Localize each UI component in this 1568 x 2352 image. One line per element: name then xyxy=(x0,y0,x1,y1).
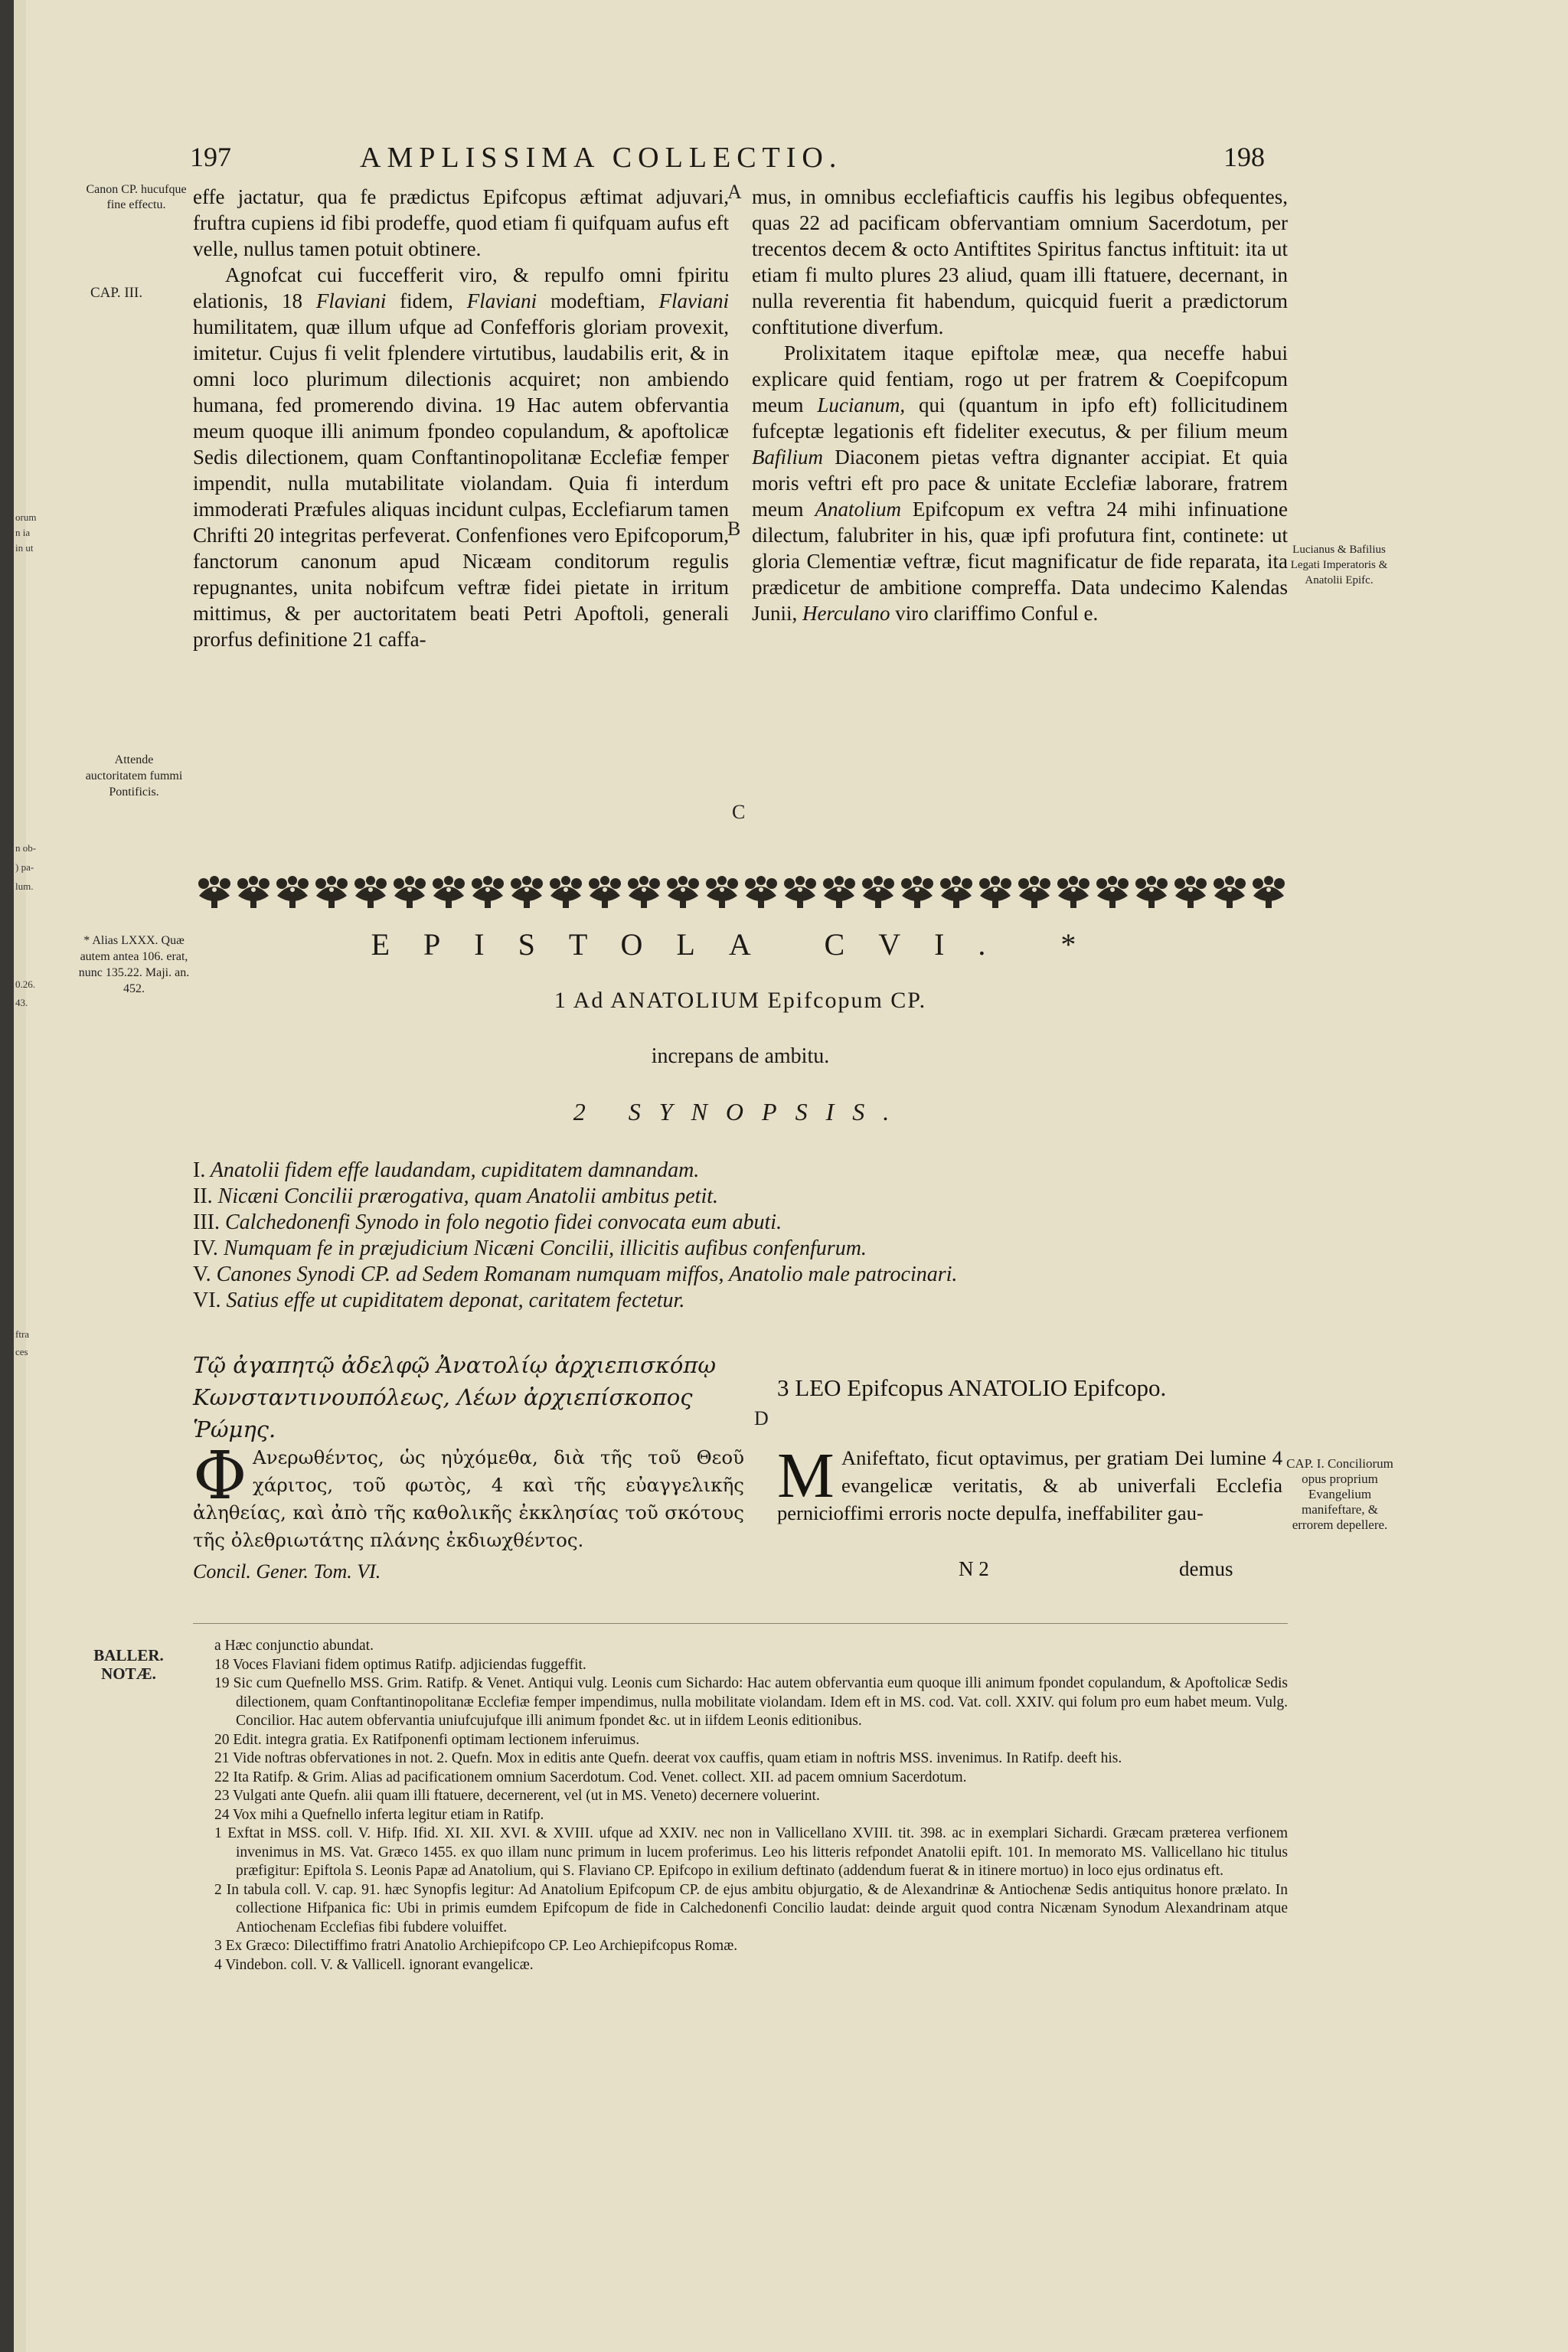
facing-fragment: ces xyxy=(15,1346,28,1357)
fleuron-ornament xyxy=(1057,876,1089,908)
greek-title xyxy=(193,1349,775,1446)
fleuron-ornament xyxy=(1214,876,1246,908)
note: 18 Voces Flaviani fidem optimus Ratifp. adjiciendas fuggeffit. xyxy=(214,1656,586,1673)
facing-fragment: 43. xyxy=(15,997,28,1008)
synopsis-item: IV. Numquam fe in præjudicium Nicæni Concilii, illicitis aufibus confenfurum. xyxy=(193,1236,867,1260)
synopsis-item: III. Calchedonenfi Synodo in folo negotio fidei convocata eum abuti. xyxy=(193,1210,782,1234)
right-para-2: Prolixitatem itaque epiftolæ meæ, qua neceffe habui explicare quid fentiam, rogo ut per fratrem & Coepifcopum meum Lucianum, qui (quantum in ipfo eft) follicitudinem fufceptæ legationis eft fideliter executus, & per filium meum Bafilium Diaconem pietas veftra dignanter accipiat. Et quia moris veftri eft pro pace & unitate Ecclefiæ laborare, fratrem meum Anatolium Epifcopum ex veftra 24 mihi infinuatione dilectum, falubriter in his, quæ ipfi profutura fint, continete: ut gloria Clementiæ veftræ, ficut magnificatur de fide reparata, ita prædicetur de ambitione compreffa. Data undecimo Kalendas Junii, Herculano viro clariffimo Conful e. xyxy=(752,341,1289,625)
right-para-1: mus, in omnibus ecclefiafticis cauffis his legibus obfequentes, quas 22 ad pacificam obfervantiam omnium Sacerdotum, per trecentos decem & octo Antiftites Spiritus fanctus inftituit: ita ut etiam fi multo plures 23 aliud, quam illi ftatuere, decernant, in nulla reverentia fit habendum, quicquid fuerit a prædictorum conftitutione diverfum. xyxy=(752,185,1288,338)
facing-fragment: 0.26. xyxy=(15,978,35,990)
epistola-title: EPISTOLA CVI. * xyxy=(371,927,1110,962)
note: 24 Vox mihi a Quefnello inferta legitur etiam in Ratifp. xyxy=(214,1806,544,1823)
facing-page-strip xyxy=(14,0,26,2352)
facing-fragment: n ia xyxy=(15,527,31,538)
synopsis-item: V. Canones Synodi CP. ad Sedem Romanam numquam miffos, Anatolio male patrocinari. xyxy=(193,1263,958,1286)
section-letter-a: A xyxy=(727,181,742,203)
note: 20 Edit. integra gratia. Ex Ratifponenfi optimam lectionem inferuimus. xyxy=(214,1731,640,1748)
facing-fragment: orum xyxy=(15,511,37,523)
running-title: AMPLISSIMA COLLECTIO. xyxy=(360,142,843,174)
fleuron-ornament xyxy=(394,876,426,908)
left-para-1: effe jactatur, qua fe prædictus Epifcopus æftimat adjuvari, fruftra cupiens id fibi prodeffe, quod etiam fi quifquam aufus eft velle, nullus tamen potuit obtinere. xyxy=(193,185,729,260)
margin-note-alias: * Alias LXXX. Quæ autem antea 106. erat, nunc 135.22. Maji. an. 452. xyxy=(78,934,190,995)
note: 2 In tabula coll. V. cap. 91. hæc Synopfis legitur: Ad Anatolium Epifcopum CP. de ejus ambitu objurgatio, & de Alexandrinæ & Antiochenæ Sedis antiquitus honore prælato. In collectione Hifpanica fic: Ubi in primis eumdem Epifcopum de fide in Calchedonenfi Concilio laudat: deinde arguit quod contra Nicænam Synodum Alexandrinam atque Antiochenam Ecclefias fibi fubdere voluiffet. xyxy=(214,1881,1288,1936)
binding-edge xyxy=(0,0,14,2352)
synopsis-list xyxy=(193,1158,1288,1314)
greek-title-line-2: Κωνσταντινουπόλεως, Λέων ἀρχιεπίσκοπος Ῥώμης. xyxy=(193,1384,693,1442)
greek-drop-cap: Φ xyxy=(193,1438,247,1514)
margin-note-attende: Attende auctoritatem fummi Pontificis. xyxy=(85,753,183,799)
notes-rule xyxy=(193,1623,1288,1624)
fleuron-ornament xyxy=(1174,876,1207,908)
fleuron-ornament xyxy=(589,876,621,908)
facing-fragment: lum. xyxy=(15,880,34,892)
latin-drop-cap: M xyxy=(777,1440,835,1511)
fleuron-ornament xyxy=(433,876,465,908)
section-letter-b: B xyxy=(727,518,741,540)
fleuron-ornament xyxy=(823,876,855,908)
greek-title-line-1: Τῷ ἀγαπητῷ ἀδελφῷ Ἀνατολίῳ ἀρχιεπισκόπῳ xyxy=(193,1352,717,1378)
concil-reference: Concil. Gener. Tom. VI. xyxy=(193,1560,381,1583)
synopsis-item: II. Nicæni Concilii prærogativa, quam Anatolii ambitus petit. xyxy=(193,1184,719,1208)
fleuron-ornament xyxy=(667,876,699,908)
fleuron-ornament xyxy=(315,876,348,908)
note: 22 Ita Ratifp. & Grim. Alias ad pacificationem omnium Sacerdotum. Cod. Venet. collect. XII. ad pacem omnium Sacerdotum. xyxy=(214,1769,967,1785)
fleuron-ornament xyxy=(901,876,933,908)
page-number-right: 198 xyxy=(1223,142,1265,172)
epistola-subtitle-2: increpans de ambitu. xyxy=(651,1044,830,1068)
fleuron-ornament xyxy=(1135,876,1168,908)
epistola-subtitle: 1 Ad ANATOLIUM Epifcopum CP. xyxy=(554,988,927,1013)
synopsis-item: I. Anatolii fidem effe laudandam, cupiditatem damnandam. xyxy=(193,1158,700,1182)
fleuron-ornament xyxy=(745,876,777,908)
margin-note-canon: Canon CP. hucufque fine effectu. xyxy=(86,183,187,211)
page-number-left: 197 xyxy=(190,142,231,172)
margin-note-cap1: CAP. I. Conciliorum opus proprium Evangelium manifeftare, & errorem depellere. xyxy=(1286,1456,1393,1532)
left-para-2: Agnofcat cui fuccefferit viro, & repulfo omni fpiritu elationis, 18 Flaviani fidem, Flaviani modeftiam, Flaviani humilitatem, quæ illum ufque ad Confefforis gloriam provexit, imitetur. Cujus fi velit fplendere virtutibus, laudabilis erit, & in omni loco plurimum dilectionis acquiret; non ambiendo humana, fed promerendo divina. 19 Hac autem obfervantia meum quoque illi animum fpondeo copulandum, & apoftolicæ Sedis dilectionem, quam Conftantinopolitanæ Ecclefiæ femper impendit, nulla mutabilitate violandam. Quia fi interdum immoderati Præfules aliquas incidunt culpas, Ecclefiarum tamen Chrifti 20 integritas perfeverat. Confenfiones vero Epifcoporum, fanctorum canonum apud Nicæam conditorum regulis repugnantes, unita nobifcum veftræ fidei pietate in irritum mittimus, & per auctoritatem beati Petri Apoftoli, generali prorfus definitione 21 caffa- xyxy=(193,263,730,651)
fleuron-ornament xyxy=(1018,876,1050,908)
signature-mark: N 2 xyxy=(959,1557,989,1580)
fleuron-ornament xyxy=(237,876,270,908)
greek-body: Ανερωθέντος, ὡς ηὐχόμεθα, διὰ τῆς τοῦ Θεοῦ χάριτος, τοῦ φωτὸς, 4 καὶ τῆς εὐαγγελικῆς ἀληθείας, καὶ ἀπὸ τῆς καθολικῆς ἐκκλησίας τοῦ σκότους τῆς ὀλεθριωτάτης πλάνης ἐκδιωχθέντος. xyxy=(193,1446,744,1551)
right-column xyxy=(752,184,1288,626)
section-letter-d: D xyxy=(754,1407,769,1429)
synopsis-heading: 2 SYNOPSIS. xyxy=(573,1098,908,1125)
note: 3 Ex Græco: Dilectiffimo fratri Anatolio Archiepifcopo CP. Leo Archiepifcopus Romæ. xyxy=(214,1938,738,1954)
ornament-band xyxy=(193,871,1288,911)
note: a Hæc conjunctio abundat. xyxy=(214,1638,374,1654)
catchword: demus xyxy=(1179,1557,1233,1580)
fleuron-ornament xyxy=(706,876,738,908)
margin-note-cap3: CAP. III. xyxy=(90,285,143,301)
fleuron-ornament xyxy=(354,876,387,908)
fleuron-ornament xyxy=(198,876,230,908)
latin-body: Anifeftato, ficut optavimus, per gratiam Dei lumine 4 evangelicæ veritatis, & ab univerfali Ecclefia pernicioffimi erroris nocte depulfa, ineffabiliter gau- xyxy=(777,1446,1282,1524)
fleuron-ornament xyxy=(784,876,816,908)
fleuron-ornament xyxy=(1253,876,1285,908)
baller-notae-label: BALLER. NOTÆ. xyxy=(93,1646,164,1683)
fleuron-ornament xyxy=(862,876,894,908)
note: 19 Sic cum Quefnello MSS. Grim. Ratifp. & Venet. Antiqui vulg. Leonis cum Sichardo: Hac autem obfervantia eum quoque illi animum fpondet copulandum, & Apoftolicæ Sedis dilectionem, quam Conftantinopolitanæ Ecclefiæ femper impendimus, nulla mobilitate violandam. Idem eft in MS. cod. Vat. coll. XXIV. qui folum pro eum habet meum. Vulg. Concilior. Hac autem obfervantia uniufcujufque illi animum fpondet &c. ut in iifdem Leonis editionibus. xyxy=(214,1675,1288,1729)
fleuron-ornament xyxy=(979,876,1011,908)
editor-notes xyxy=(193,1637,1288,1975)
latin-title: 3 LEO Epifcopus ANATOLIO Epifcopo. xyxy=(777,1374,1167,1401)
facing-fragment: ftra xyxy=(15,1328,30,1340)
facing-fragment: in ut xyxy=(15,542,34,554)
note: 4 Vindebon. coll. V. & Vallicell. ignorant evangelicæ. xyxy=(214,1956,534,1973)
left-column xyxy=(193,184,729,652)
fleuron-ornament xyxy=(550,876,582,908)
facing-fragment: n ob- xyxy=(15,842,37,854)
synopsis-item: VI. Satius effe ut cupiditatem deponat, caritatem fectetur. xyxy=(193,1289,685,1312)
fleuron-ornament xyxy=(628,876,660,908)
note: 21 Vide noftras obfervationes in not. 2. Quefn. Mox in editis ante Quefn. deerat vox cauffis, quam etiam in noftris MSS. invenimus. In Ratifp. deeft his. xyxy=(214,1750,1122,1766)
fleuron-ornament xyxy=(1096,876,1129,908)
fleuron-ornament xyxy=(472,876,504,908)
facing-fragment: ) pa- xyxy=(15,861,34,873)
note: 1 Exftat in MSS. coll. V. Hifp. Ifid. XI. XII. XVI. & XVIII. ufque ad XXIV. nec non in Vallicellano XVIII. tit. 398. ac in exemplari Sichardi. Græcam præterea verfionem invenimus in MS. Vat. Græco 1455. ex quo illam nunc primum in lucem proferimus. Leo his litteris refpondet Anatolii epift. 101. In memorato MS. Vallicellano hic titulus præfigitur: Epiftola S. Leonis Papæ ad Anatolium, qui S. Flaviano CP. Epifcopo in exilium deftinato (addendum fuerat & in itinere mortuo) in loco ejus ordinatus eft. xyxy=(214,1825,1288,1879)
fleuron-ornament xyxy=(276,876,309,908)
margin-note-lucianus: Lucianus & Bafilius Legati Imperatoris & Anatolii Epifc. xyxy=(1290,544,1388,586)
fleuron-ornament xyxy=(940,876,972,908)
fleuron-ornament xyxy=(511,876,543,908)
section-letter-c: C xyxy=(732,801,746,823)
note: 23 Vulgati ante Quefn. alii quam illi ftatuere, decernerent, vel (ut in MS. Veneto) decernere voluerint. xyxy=(214,1788,820,1804)
